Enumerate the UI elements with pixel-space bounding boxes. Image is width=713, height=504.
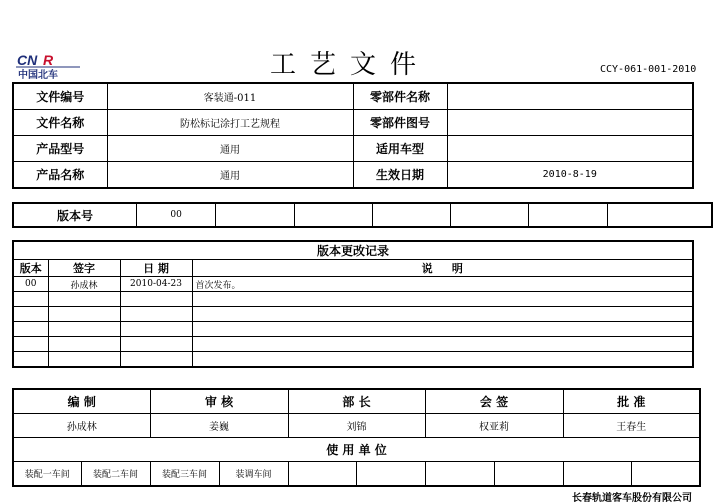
table-row [13,277,693,292]
signoff-header: 编 制 [13,389,150,414]
signoff-header: 审 核 [150,389,288,414]
version-cell [372,203,450,227]
signoff-name: 权亚莉 [425,414,563,438]
row-version: 00 [13,277,48,292]
info-value [447,136,693,162]
column-header-version: 版本 [13,260,48,277]
info-value: 2010-8-19 [447,162,693,189]
cnr-logo [14,52,84,80]
change-record-title: 版本更改记录 [13,241,693,260]
signoff-name: 王春生 [563,414,700,438]
signoff-header-row [13,389,700,414]
signoff-name: 刘锦 [288,414,425,438]
row-description: 首次发布。 [192,277,693,292]
page-title: 工艺文件 [270,50,431,80]
svg-text:CN: CN [17,52,38,68]
info-row [13,162,693,189]
info-label: 产品名称 [13,162,107,189]
unit-cell [356,462,425,487]
table-row [13,337,693,352]
version-cell [294,203,372,227]
info-row [13,83,693,110]
unit-cell: 装配一车间 [13,462,81,487]
info-value: 防松标记涂打工艺规程 [107,110,353,136]
info-value [447,83,693,110]
signoff-header: 部 长 [288,389,425,414]
info-label: 文件名称 [13,110,107,136]
version-cell [451,203,529,227]
row-date: 2010-04-23 [120,277,192,292]
change-record-table [12,240,694,368]
unit-cell: 装调车间 [219,462,288,487]
unit-cell: 装配二车间 [81,462,150,487]
column-header-description: 说 明 [192,260,693,277]
change-title-row [13,241,693,260]
info-label: 文件编号 [13,83,107,110]
signoff-name: 孙成林 [13,414,150,438]
table-row [13,352,693,368]
version-row [13,203,712,227]
unit-cell: 装配三车间 [150,462,219,487]
document-code: CCY-061-001-2010 [600,64,697,75]
signoff-names-row [13,414,700,438]
signoff-name: 姜巍 [150,414,288,438]
info-value: 通用 [107,136,353,162]
info-row [13,136,693,162]
info-row [13,110,693,136]
units-title-row [13,438,700,462]
version-label: 版本号 [13,203,136,227]
signoff-header: 会 签 [425,389,563,414]
column-header-date: 日 期 [120,260,192,277]
unit-cell [494,462,563,487]
svg-text:R: R [43,52,54,68]
unit-cell [631,462,700,487]
info-table [12,82,694,189]
unit-cell [288,462,356,487]
version-value: 00 [136,203,215,227]
units-row [13,462,700,487]
unit-cell [563,462,631,487]
column-header-signer: 签字 [48,260,120,277]
info-label: 适用车型 [353,136,447,162]
info-value [447,110,693,136]
table-row [13,307,693,322]
row-signer: 孙成林 [48,277,120,292]
info-label: 零部件图号 [353,110,447,136]
change-header-row [13,260,693,277]
version-cell [607,203,712,227]
info-label: 产品型号 [13,136,107,162]
table-row [13,292,693,307]
version-table [12,202,713,228]
version-cell [216,203,294,227]
info-value: 客装通-011 [107,83,353,110]
svg-text:中国北车: 中国北车 [18,70,58,80]
info-label: 生效日期 [353,162,447,189]
unit-cell [425,462,494,487]
units-title: 使 用 单 位 [13,438,700,462]
signoff-table [12,388,701,487]
version-cell [529,203,607,227]
company-name: 长春轨道客车股份有限公司 [572,493,692,504]
table-row [13,322,693,337]
signoff-header: 批 准 [563,389,700,414]
info-label: 零部件名称 [353,83,447,110]
info-value: 通用 [107,162,353,189]
